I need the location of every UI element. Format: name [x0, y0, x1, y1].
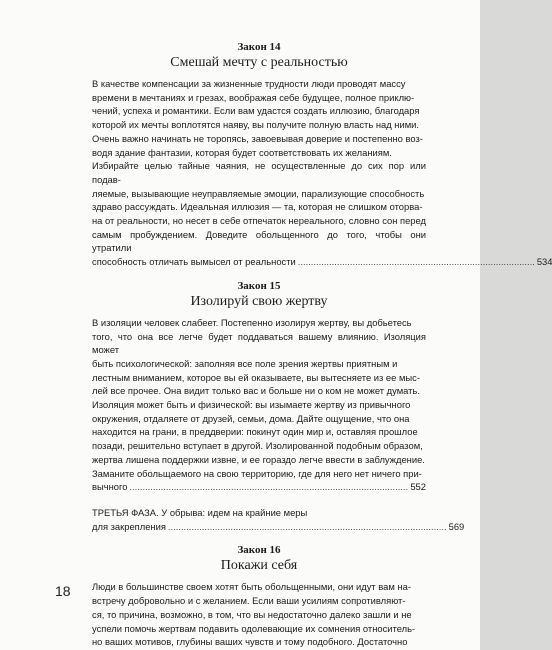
- text-line: позади, решительно вступает в другой. Изолированной подобным образом,: [92, 440, 423, 452]
- law-15-summary: [92, 316, 426, 494]
- law-16-title: Покажи себя: [220, 558, 298, 574]
- text-line: Люди в большинстве своем хотят быть обольщенными, они идут вам на-: [92, 581, 411, 593]
- text-line: самым пробуждением. Доведите обольщенного до того, чтобы они утратили: [92, 228, 426, 254]
- phase-line: [92, 520, 465, 534]
- text-line: находится на грани, в преддверии: покинут один мир и, оставляя прошлое: [92, 426, 418, 438]
- text-line: встречу добровольно и с желанием. Если ваши усилиям сопротивляют-: [92, 595, 406, 607]
- law-16-heading: Закон 16: [237, 544, 281, 557]
- text-line: лестным вниманием, которое вы ей оказываете, вы вытесняете из ее мыс-: [92, 371, 420, 383]
- text-line: Заманите обольщаемого на свою территорию, где для него нет ничего при-: [92, 467, 422, 479]
- law-14-heading: Закон 14: [237, 41, 281, 53]
- text-line: успели помочь жертвам подавить одолевающие их сомнения относитель-: [92, 622, 416, 634]
- phase-title: ТРЕТЬЯ ФАЗА. У обрыва: идем на крайние меры: [92, 506, 308, 518]
- law-14-summary: [92, 77, 552, 269]
- page-number: 18: [55, 583, 71, 599]
- text-line: того, что она все легче будет поддаваться вашему влиянию. Изоляция может: [92, 330, 426, 356]
- law-15-heading: Закон 15: [237, 279, 281, 292]
- text-line: лей все прочее. Она видит только вас и больше ни о ком не может думать.: [92, 385, 420, 397]
- text-line: которой их мечты воплотятся наяву, вы получите полную власть над ними.: [92, 119, 419, 131]
- page-ref-552: 552: [410, 481, 426, 493]
- phase-subtitle: для закрепления: [92, 520, 166, 532]
- text-line: окружения, отдаляете от друзей, семьи, дома. Дайте ощущение, что она: [92, 412, 410, 424]
- text-line: Избирайте целью тайные чаяния, не осуществленные до сих пор или подав-: [92, 160, 426, 185]
- text-line: но ваших мотивов, глубины ваших чувств и тому подобного. Достаточно: [92, 636, 408, 648]
- text-line: быть психологической: заполняя все поле зрения жертвы приятным и: [92, 357, 398, 369]
- text-line: В изоляции человек слабеет. Постепенно изолируя жертву, вы добьетесь: [92, 316, 412, 328]
- text-line: Очень важно начинать не торопясь, завоевывая доверие и постепенно воз-: [92, 132, 423, 144]
- text-line: здраво рассуждать. Идеальная иллюзия — та, которая не слишком оторва-: [92, 201, 423, 213]
- text-line: ляемые, вызывающие неуправляемые эмоции, парализующие способность: [92, 187, 425, 199]
- text-line: ся, то причина, возможно, в том, что вы недостаточно далеко зашли и не: [92, 608, 412, 620]
- page-ref-569: 569: [448, 520, 465, 532]
- toc-entry-law-15[interactable]: [92, 480, 426, 494]
- text-line: времени в мечтаниях и грезах, воображая себе будущее, полное приклю-: [92, 91, 415, 103]
- toc-entry-phase-3[interactable]: [92, 506, 465, 533]
- leader-dots: ...........................................................................................................: [129, 481, 409, 493]
- leader-dots: ...........................................................................................: [297, 256, 535, 268]
- text-line: В качестве компенсации за жизненные трудности люди проводят массу: [92, 78, 406, 89]
- toc-entry-law-14[interactable]: [92, 255, 552, 269]
- law-15-title: Изолируй свою жертву: [190, 293, 328, 309]
- text-line: жертва лишена поддержки извне, и ее гораздо легче ввести в заблуждение.: [92, 453, 425, 465]
- text-line: чений, успеха и романтики. Если вам удастся создать иллюзию, благодаря: [92, 105, 420, 117]
- text-line: Изоляция может быть и физической: вы изымаете жертву из привычного: [92, 399, 411, 411]
- text-line: водя здание фантазии, которая будет соответствовать их желаниям.: [92, 146, 392, 158]
- law-14-title: Смешай мечту с реальностью: [170, 55, 348, 70]
- text-line: вычного: [92, 481, 128, 493]
- text-line: на от реальности, но несет в себе отпечаток нереального, словно сон перед: [92, 215, 426, 227]
- page-ref-534: 534: [536, 256, 552, 268]
- page-content: [92, 40, 552, 649]
- law-16-summary: [92, 580, 426, 649]
- text-line: способность отличать вымысел от реальности: [92, 256, 296, 268]
- leader-dots: ...........................................................................................................: [167, 520, 447, 532]
